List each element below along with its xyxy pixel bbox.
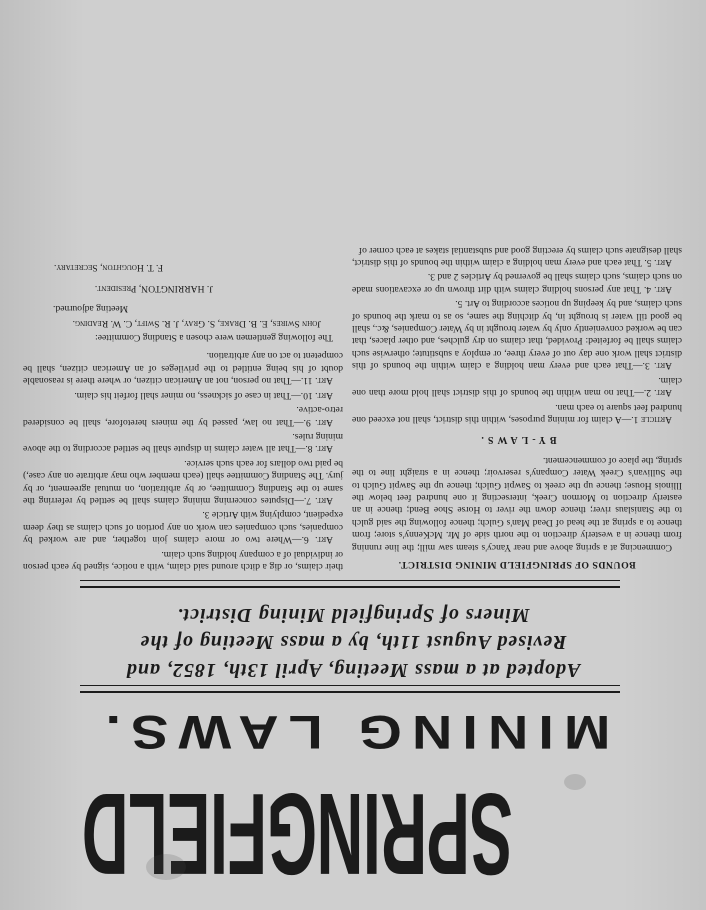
subtitle-line-3: Miners of Springfield Mining District. <box>176 604 530 626</box>
article-text: —Disputes concerning mining claims shall be settled by referring the same to the Standing Committee, or by arbitration, on mutual agreement, or by jury. The Standing Committee shall (each member who may arbitrate on any case,) be paid two dollars for each such service. <box>23 457 343 506</box>
divider-rule-upper <box>80 685 620 693</box>
bylaws-heading: BY-LAWS. <box>477 434 557 446</box>
article-text: —That in case of sickness, no miner shall forfeit his claim. <box>74 389 301 401</box>
article-2 <box>352 373 682 398</box>
article-label: Article 1. <box>631 413 672 425</box>
article-label: Art. 7. <box>303 494 333 506</box>
committee-members: John Swires, E. B. Drake, S. Gray, J. R. Swift, C. W. Reading. <box>72 317 321 329</box>
committee-intro: The following gentlemen were chosen a Standing Committee: <box>95 332 333 344</box>
divider-rule-lower <box>80 580 620 588</box>
article-text: That each and every man holding a claim within the bounds of this district, shall designate such claims by erecting good and substantial stakes at each corner of <box>352 244 682 269</box>
secretary-signature: F. T. Houghton, Secretary. <box>53 262 163 274</box>
article-text: —That all water claims in dispute shall be settled according to the above mining rules. <box>23 430 343 455</box>
article-text: —That no law, passed by the miners heretofore, shall be considered retro-active. <box>23 404 343 428</box>
article-label: Art. 4. <box>643 283 672 295</box>
text-column-left <box>352 241 682 572</box>
poster-title-springfield: SPRINGFIELD <box>82 769 513 899</box>
subtitle-line-2: Revised August 11th, by a mass Meeting of the <box>139 631 567 653</box>
article-3 <box>352 297 682 371</box>
article-1 <box>352 400 682 425</box>
article-label: Art. 5. <box>644 257 672 269</box>
article-11 <box>23 349 343 386</box>
paper-stain <box>564 774 586 790</box>
article-text: —A claim for mining purposes, within this district, shall not exceed one hundred feet square to each man. <box>352 401 682 425</box>
article-7 <box>23 456 343 506</box>
subtitle-line-1: Adopted at a mass Meeting, April 13th, 1852, and <box>125 659 581 681</box>
article-label: Art. 8. <box>305 443 333 455</box>
article-label: Art. 2. <box>643 387 672 399</box>
article-text: That any persons holding claims with dirt thrown up or excavations made on such claims, such claims shall be governed by Articles 2 and 3. <box>352 271 682 295</box>
article-text: —Where two or more claims join together, and are worked by companies, such companies can work on any portion of such claims as they deem expedient, complying with Article 3. <box>23 509 343 546</box>
bounds-heading: BOUNDS OF SPRINGFIELD MINING DISTRICT. <box>398 559 636 570</box>
article-10 <box>23 388 343 400</box>
article-text: —That no man within the bounds of this district shall hold more than one claim. <box>352 374 682 399</box>
article-9 <box>23 403 343 428</box>
meeting-adjourned: Meeting adjourned. <box>53 303 129 315</box>
article-label: Art. 11. <box>300 375 333 387</box>
article-4 <box>352 270 682 295</box>
article-5 <box>352 243 682 268</box>
article-text: —That no person, not an American citizen, or where there is reasonable doubt of his being entitled to the privileges of an American citizen, shall be competent to act on any arbitration. <box>22 350 343 387</box>
paper-stain <box>146 854 186 880</box>
poster-title-mining-laws: MINING LAWS. <box>95 705 611 760</box>
president-signature: J. HARRINGTON, President. <box>94 282 213 294</box>
bounds-text: Commencing at a spring above and near Yancy's steam saw mill; the line running from thence in a westerly direction to the north side of Mr. McKenny's store; from thence to a spring at the head of Dead Man's Gulch; thence following the said gulch to the Stanislaus river; thence down the river to Horse Shoe Bend; thence in an easterly direction to Mormon Creek, intersecting it one hundred feet below the Illinois House; thence up the creek to Sawpit Gulch; thence up the Sawpit Gulch to the Sullivan's Creek Water Company's reservoir; thence in a straight line to the spring, the place of commencement. <box>352 454 682 553</box>
article-label: Art. 3. <box>642 360 672 372</box>
article-5-continued: their claims, or dig a ditch around said claim, with a notice, signed by each person or individual of a company holding such claim. <box>23 548 343 572</box>
article-label: Art. 6. <box>301 534 333 546</box>
article-label: Art. 10. <box>300 389 333 401</box>
article-text: —That each and every man holding a claim within the bounds of this district shall work one day out of every three, or employ a substitute; otherwise such claims shall be forfeited: Provided, that claims on dry gulches, and other places, that can be worked conveniently only by water brought in by Water Companies, &c., shall be good till water is brought in, by ditching the same, so as to mark the bounds of such claims, and by keeping up notices according to Art. 5. <box>352 298 682 372</box>
article-6 <box>23 508 343 545</box>
text-column-right <box>23 259 343 572</box>
article-8 <box>23 430 343 455</box>
article-label: Art. 9. <box>303 416 333 428</box>
